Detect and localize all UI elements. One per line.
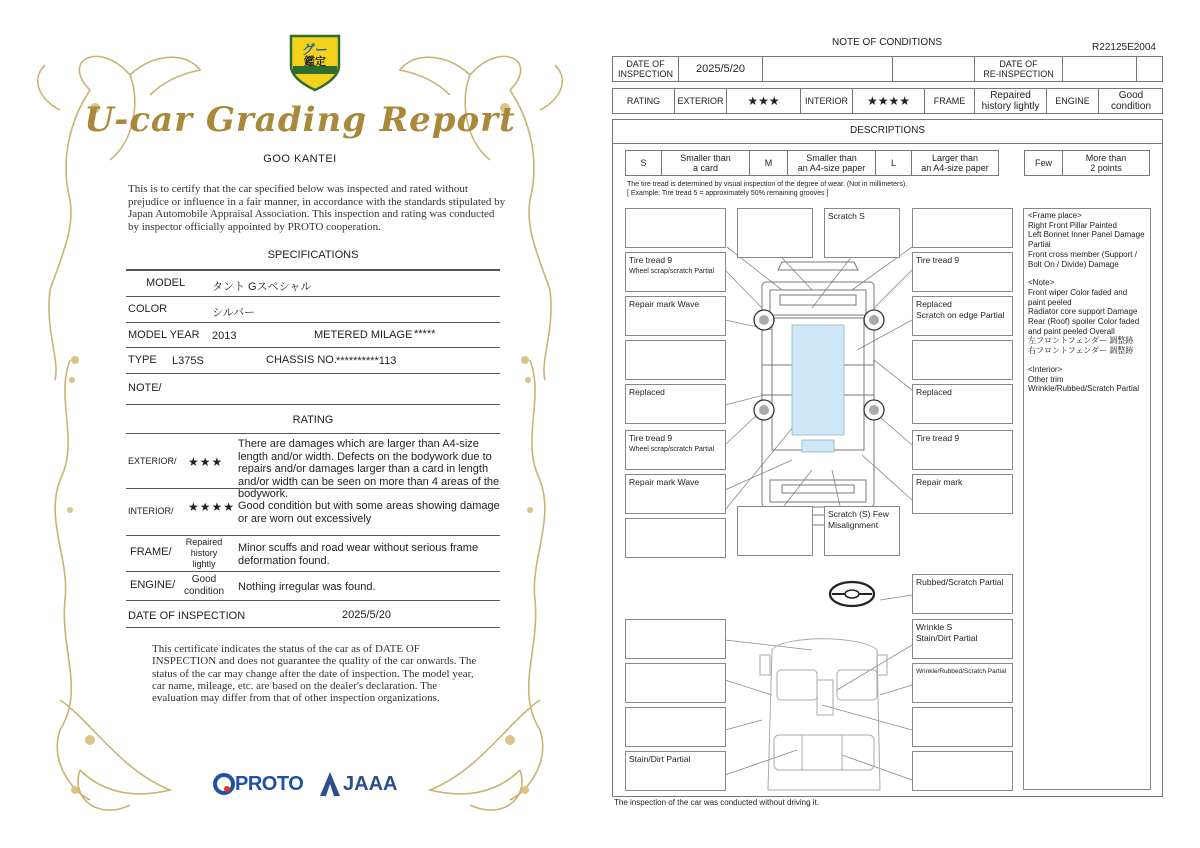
frame-label: FRAME/ xyxy=(130,546,172,558)
size-legend xyxy=(625,150,999,176)
spec-row-type xyxy=(126,348,500,374)
model-label: MODEL xyxy=(146,277,186,289)
type-label: TYPE xyxy=(128,354,157,366)
label-box-interior-1: Wrinkle S Stain/Dirt Partial xyxy=(912,619,1013,659)
date-inspection-value: 2025/5/20 xyxy=(679,57,763,81)
frame-value: Repaired history lightly xyxy=(975,89,1047,113)
date-of-inspection-label: DATE OF INSPECTION xyxy=(128,610,246,622)
rating-header: RATING xyxy=(292,414,334,426)
interior-stars: ★★★★ xyxy=(853,89,925,113)
frame-place-text: Right Front Pillar Painted Left Bonnet Inner Panel Damage Partial Front cross member (Support / Bolt On / Divide) Damage xyxy=(1028,220,1145,269)
label-box-interior-3 xyxy=(912,707,1013,747)
steering-wheel-icon xyxy=(830,582,874,606)
divider xyxy=(126,269,500,271)
certificate-intro: This is to certify that the car specified below was inspected and rated without prejudice or influence in a fair manner, in accordance with the standards stipulated by Japan Automobile Appraisal Association. This inspection and rating was conducted by inspector officially appointed by PROTO cooperation. xyxy=(128,183,506,233)
label-box-interior-left-1 xyxy=(625,619,726,659)
date-of-inspection-row xyxy=(126,601,500,628)
exterior-label: EXTERIOR/ xyxy=(128,456,177,466)
legend-m-key: M xyxy=(750,151,788,175)
label-box-interior-4 xyxy=(912,751,1013,791)
legend-few-desc: More than 2 points xyxy=(1085,153,1127,173)
conditions-footer: The inspection of the car was conducted without driving it. xyxy=(614,798,819,807)
label-box-right-tire-rear: Tire tread 9 xyxy=(912,430,1013,470)
reinspection-value xyxy=(1063,57,1137,81)
label-box-bottom-center: Scratch (S) Few Misalignment xyxy=(824,506,900,556)
label-box-left-repair-front: Repair mark Wave xyxy=(625,296,726,336)
label-box-top-right xyxy=(912,208,1013,248)
exterior-stars: ★★★ xyxy=(188,455,224,469)
rating-row-frame xyxy=(126,536,500,572)
certificate-title: U-car Grading Report xyxy=(84,100,516,140)
label-box-interior-left-4: Stain/Dirt Partial xyxy=(625,751,726,791)
label-box-right-blank xyxy=(912,340,1013,380)
spec-row-model-year xyxy=(126,323,500,348)
metered-milage-value: ***** xyxy=(414,328,436,340)
conditions-title: NOTE OF CONDITIONS xyxy=(832,37,942,48)
rating-label: RATING xyxy=(613,89,675,113)
proto-logo: PROTO xyxy=(213,770,303,798)
date-of-inspection-value: 2025/5/20 xyxy=(342,609,391,621)
date-row xyxy=(612,56,1163,82)
label-box-right-repair: Repair mark xyxy=(912,474,1013,514)
date-blank xyxy=(763,57,893,81)
legend-s-desc: Smaller than a card xyxy=(662,151,750,175)
label-box-right-replaced-edge: Replaced Scratch on edge Partial xyxy=(912,296,1013,336)
legend-few-key: Few xyxy=(1025,151,1063,175)
label-box-left-tire-front: Tire tread 9 Wheel scrap/scratch Partial xyxy=(625,252,726,292)
engine-value: Good condition xyxy=(183,574,225,597)
label-box-top-left xyxy=(625,208,726,248)
organization-name: GOO KANTEI xyxy=(263,153,337,165)
certificate-footer: This certificate indicates the status of the car as of DATE OF INSPECTION and does not guarantee the quality of the car onwards. The status of the car may change after the date of inspection. The model year, car name, mileage, etc. are based on the dealer's declaration. The evaluation may differ from that of other inspection organizations. xyxy=(152,643,477,705)
legend-s-key: S xyxy=(626,151,662,175)
frame-description: Minor scuffs and road wear without serious frame deformation found. xyxy=(238,542,479,567)
rating-row-interior xyxy=(126,489,500,536)
engine-description: Nothing irregular was found. xyxy=(238,581,376,593)
few-legend xyxy=(1024,150,1150,176)
label-box-top-mid-left xyxy=(737,208,813,258)
spec-row-color xyxy=(126,297,500,323)
label-box-left-repair-rear: Repair mark Wave xyxy=(625,474,726,514)
note-label: NOTE/ xyxy=(128,382,162,394)
rating-row-engine xyxy=(126,572,500,601)
jaaa-mark-icon xyxy=(320,772,340,796)
color-value: シルバー xyxy=(212,307,255,319)
descriptions-header: DESCRIPTIONS xyxy=(849,125,925,136)
label-box-left-blank xyxy=(625,340,726,380)
chassis-label: CHASSIS NO. xyxy=(266,354,337,366)
rating-row xyxy=(612,88,1163,114)
legend-l-desc: Larger than an A4-size paper xyxy=(921,153,989,173)
label-box-left-tire-rear: Tire tread 9 Wheel scrap/scratch Partial xyxy=(625,430,726,470)
exterior-description: There are damages which are larger than A4-size length and/or width. Defects on the bodywork due to repairs and/or damages larger than a card in length and/or width can be seen on more than 4 areas of the bodywork. xyxy=(238,438,500,500)
description-panel xyxy=(1023,208,1151,790)
label-box-left-replaced: Replaced xyxy=(625,384,726,424)
reference-number: R22125E2004 xyxy=(1092,42,1156,53)
engine-label: ENGINE/ xyxy=(130,579,176,591)
badge-main-text: 鑑定 xyxy=(304,56,326,68)
note-text: Front wiper Color faded and paint peeled Radiator core support Damage Rear (Roof) spoiler Color faded and paint peeled Overall 左フロントフェンダー 調整跡 右フロントフェンダー 調整跡 xyxy=(1028,287,1140,356)
legend-l-key: L xyxy=(876,151,912,175)
chassis-value: **********113 xyxy=(336,355,397,367)
date-inspection-label: DATE OF INSPECTION xyxy=(613,57,679,81)
interior-label: INTERIOR/ xyxy=(128,506,174,516)
label-box-interior-left-2 xyxy=(625,663,726,703)
interior-text: Other trim Wrinkle/Rubbed/Scratch Partial xyxy=(1028,374,1140,394)
badge-top-text: グー xyxy=(301,42,328,57)
tire-note: The tire tread is determined by visual inspection of the degree of wear. (Not in millimeters). [ Example: Tire tread 5 = approximately 50% remaining grooves ] xyxy=(627,181,908,197)
engine-label: ENGINE xyxy=(1047,89,1099,113)
proto-mark-icon xyxy=(213,773,235,795)
spec-row-note xyxy=(126,374,500,405)
interior-label: INTERIOR xyxy=(801,89,853,113)
exterior-stars: ★★★ xyxy=(727,89,801,113)
jaaa-logo: JAAA xyxy=(320,770,397,798)
reinspection-label: DATE OF RE-INSPECTION xyxy=(975,57,1063,81)
frame-place-heading: <Frame place> xyxy=(1028,211,1082,220)
rating-row-exterior xyxy=(126,436,500,500)
interior-stars: ★★★★ xyxy=(188,500,236,514)
model-year-label: MODEL YEAR xyxy=(128,329,200,341)
label-box-top-center: Scratch S xyxy=(824,208,900,258)
spec-row-model xyxy=(126,272,500,297)
divider xyxy=(612,143,1163,144)
type-value: L375S xyxy=(172,355,204,367)
label-box-right-replaced: Replaced xyxy=(912,384,1013,424)
label-box-interior-left-3 xyxy=(625,707,726,747)
legend-m-desc: Smaller than an A4-size paper xyxy=(788,151,876,175)
goo-kantei-badge xyxy=(287,30,343,92)
label-box-interior-2: Wrinkle/Rubbed/Scratch Partial xyxy=(912,663,1013,703)
frame-value: Repaired history lightly xyxy=(185,537,223,569)
interior-heading: <Interior> xyxy=(1028,364,1063,374)
metered-milage-label: METERED MILAGE xyxy=(314,329,413,341)
model-value: タント Gスペシャル xyxy=(212,281,312,293)
label-box-steering: Rubbed/Scratch Partial xyxy=(912,574,1013,614)
label-box-bottom-mid-left xyxy=(737,506,813,556)
frame-label: FRAME xyxy=(925,89,975,113)
label-box-right-tire-front: Tire tread 9 xyxy=(912,252,1013,292)
model-year-value: 2013 xyxy=(212,330,237,342)
date-blank-2 xyxy=(893,57,975,81)
exterior-label: EXTERIOR xyxy=(675,89,727,113)
color-label: COLOR xyxy=(128,303,168,315)
note-heading: <Note> xyxy=(1028,278,1055,288)
specifications-header: SPECIFICATIONS xyxy=(267,249,359,261)
interior-description: Good condition but with some areas showing damage or are worn out excessively xyxy=(238,500,500,525)
label-box-left-bottom xyxy=(625,518,726,558)
engine-value: Good condition xyxy=(1110,90,1152,112)
divider xyxy=(126,433,500,434)
